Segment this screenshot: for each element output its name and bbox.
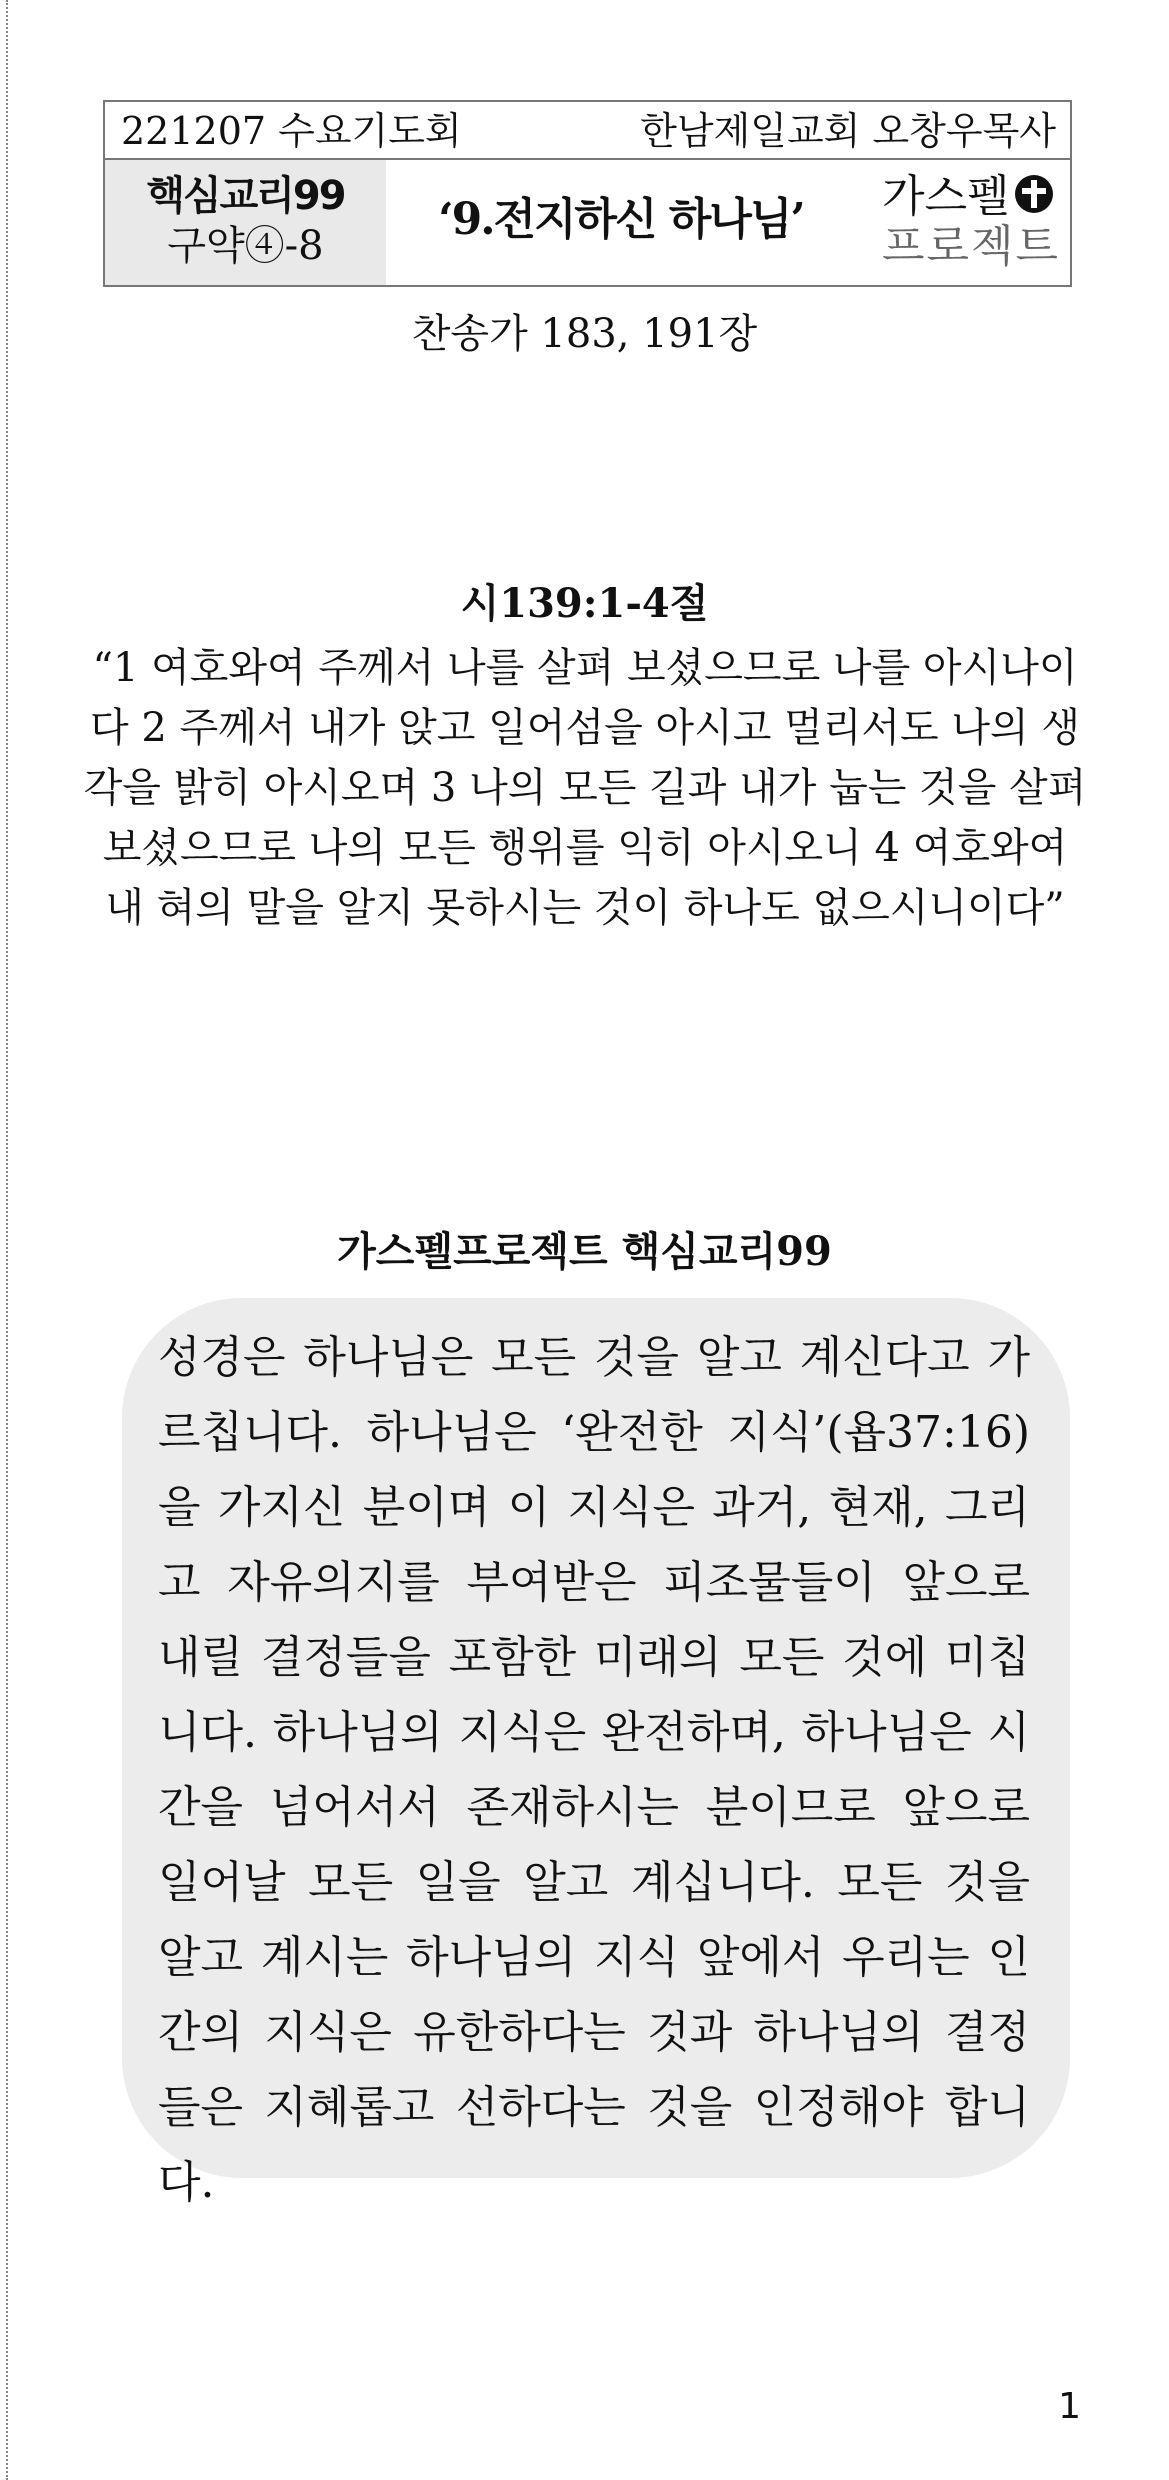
service-date-label: 221207 수요기도회: [121, 109, 462, 153]
brand-line2: 프로젝트: [882, 221, 1061, 272]
series-cell: [105, 160, 386, 285]
scripture-reference: 시139:1-4절: [460, 580, 709, 627]
brand-line1-wrap: [882, 172, 1054, 225]
doctrine-body-text: 성경은 하나님은 모든 것을 알고 계신다고 가르칩니다. 하나님은 ‘완전한 지식’(욥37:16)을 가지신 분이며 이 지식은 과거, 현재, 그리고 자유의지를 부여받은 피조물들이 앞으로 내릴 결정들을 포함한 미래의 모든 것에 미칩니다. 하나님의 지식은 완전하며, 하나님은 시간을 넘어서서 존재하시는 분이므로 앞으로 일어날 모든 일을 알고 계십니다. 모든 것을 알고 계시는 하나님의 지식 앞에서 우리는 인간의 지식은 유한하다는 것과 하나님의 결정들은 지혜롭고 선하다는 것을 인정해야 합니다.: [158, 1332, 1030, 2208]
gospel-project-logo: [870, 160, 1070, 285]
doctrine-section-title: 가스펠프로젝트 핵심교리99: [337, 1228, 832, 1275]
series-subtitle: 구약④-8: [167, 223, 324, 269]
brand-line1: 가스펠: [882, 171, 1010, 222]
lesson-title: ‘9.전지하신 하나님’: [438, 194, 804, 245]
page-number: 1: [1058, 2386, 1081, 2427]
cross-circle-icon: [1014, 174, 1054, 225]
hymn-numbers: 찬송가 183, 191장: [411, 311, 758, 357]
scripture-text: “1 여호와여 주께서 나를 살펴 보셨으므로 나를 아시나이다 2 주께서 내가 앉고 일어섬을 아시고 멀리서도 나의 생각을 밝히 아시오며 3 나의 모든 길과 내가 눕는 것을 살펴 보셨으므로 나의 모든 행위를 익히 아시오니 4 여호와여 내 혀의 말을 알지 못하시는 것이 하나도 없으시니이다”: [83, 645, 1087, 931]
church-pastor-label: 한남제일교회 오창우목사: [640, 109, 1056, 153]
header-box: [103, 100, 1072, 287]
header-top-row: [105, 102, 1070, 160]
series-title: 핵심교리99: [146, 173, 345, 219]
header-bottom-row: [105, 160, 1070, 285]
doctrine-box: [122, 1298, 1070, 2208]
